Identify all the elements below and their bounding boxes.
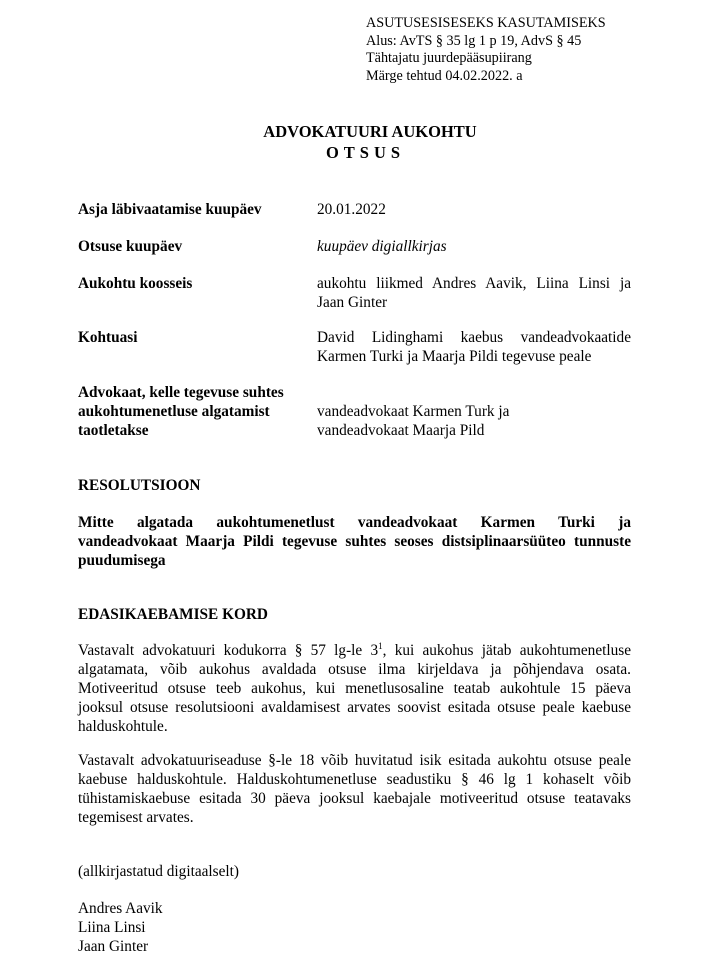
field-label	[78, 383, 293, 440]
title-line-decision: OTSUS	[325, 143, 406, 162]
value-line: vandeadvokaat Maarja Pild	[317, 422, 485, 439]
signatories	[78, 899, 631, 956]
paragraph-line: tühistamiskaebuse esitada 30 päeva jooksul kaebajale motiveeritud otsuse teatavaks	[78, 790, 631, 807]
notice-line: ASUTUSESISESEKS KASUTAMISEKS	[366, 15, 606, 31]
title-line-court: ADVOKATUURI AUKOHTU	[263, 122, 477, 141]
field-label: Kohtuasi	[78, 329, 138, 346]
signatory-name: Jaan Ginter	[78, 938, 149, 955]
paragraph-line	[78, 641, 631, 660]
resolution-text	[78, 513, 631, 570]
appeal-paragraph-2	[78, 751, 631, 827]
restricted-access-notice	[366, 15, 606, 85]
paragraph-line: jooksul otsuse resolutsiooni avaldamisest arvates soovist esitada otsuse peale kaebuse	[78, 699, 631, 716]
appeal-heading: EDASIKAEBAMISE KORD	[78, 606, 268, 623]
paragraph-line: halduskohtule.	[78, 718, 168, 735]
field-value	[317, 328, 631, 366]
label-line: Advokaat, kelle tegevuse suhtes	[78, 384, 284, 401]
paragraph-line: kaebuse halduskohtule. Halduskohtumenetluse seadustiku § 46 lg 1 kohaselt võib	[78, 771, 631, 788]
field-value	[317, 274, 631, 312]
paragraph-line: Vastavalt advokatuuriseaduse §-le 18 võib huvitatud isik esitada aukohtu otsuse peale	[78, 752, 631, 769]
document-title	[0, 121, 723, 163]
notice-line: Märge tehtud 04.02.2022. a	[366, 67, 523, 84]
signature-note: (allkirjastatud digitaalselt)	[78, 863, 239, 880]
value-line: Karmen Turki ja Maarja Pildi tegevuse peale	[317, 348, 592, 365]
label-line: aukohtumenetluse algatamist	[78, 403, 270, 420]
paragraph-line: Motiveeritud otsuse teeb aukohus, kui menetlusosaline teatab aukohtule 15 päeva	[78, 680, 631, 697]
line-text: Vastavalt advokatuuri kodukorra § 57 lg-le 3	[78, 642, 379, 659]
field-value	[317, 402, 631, 440]
signatory-name: Andres Aavik	[78, 900, 163, 917]
resolution-line: Mitte algatada aukohtumenetlust vandeadvokaat Karmen Turki ja	[78, 514, 631, 531]
field-value: 20.01.2022	[317, 201, 386, 218]
label-line: taotletakse	[78, 422, 149, 439]
value-line: David Lidinghami kaebus vandeadvokaatide	[317, 329, 631, 346]
field-label: Otsuse kuupäev	[78, 238, 183, 255]
value-line: aukohtu liikmed Andres Aavik, Liina Linsi ja	[317, 275, 631, 292]
paragraph-line: algatamata, võib aukohus avaldada otsuse ilma kirjeldava ja põhjendava osata.	[78, 661, 631, 678]
line-text: , kui aukohus jätab aukohtumenetluse	[382, 642, 631, 659]
field-label: Aukohtu koosseis	[78, 275, 193, 292]
value-line: Jaan Ginter	[317, 294, 388, 311]
field-value: kuupäev digiallkirjas	[317, 238, 447, 255]
paragraph-line: tegemisest arvates.	[78, 809, 194, 826]
appeal-paragraph-1	[78, 641, 631, 736]
notice-line: Alus: AvTS § 35 lg 1 p 19, AdvS § 45	[366, 32, 582, 49]
field-label: Asja läbivaatamise kuupäev	[78, 201, 262, 218]
resolution-line: puudumisega	[78, 552, 166, 569]
resolution-heading: RESOLUTSIOON	[78, 477, 201, 494]
signatory-name: Liina Linsi	[78, 919, 146, 936]
footnote-superscript: 1	[378, 641, 383, 651]
resolution-line: vandeadvokaat Maarja Pildi tegevuse suhtes seoses distsiplinaarsüüteo tunnuste	[78, 533, 631, 550]
value-line: vandeadvokaat Karmen Turk ja	[317, 403, 510, 420]
notice-line: Tähtajatu juurdepääsupiirang	[366, 50, 532, 66]
